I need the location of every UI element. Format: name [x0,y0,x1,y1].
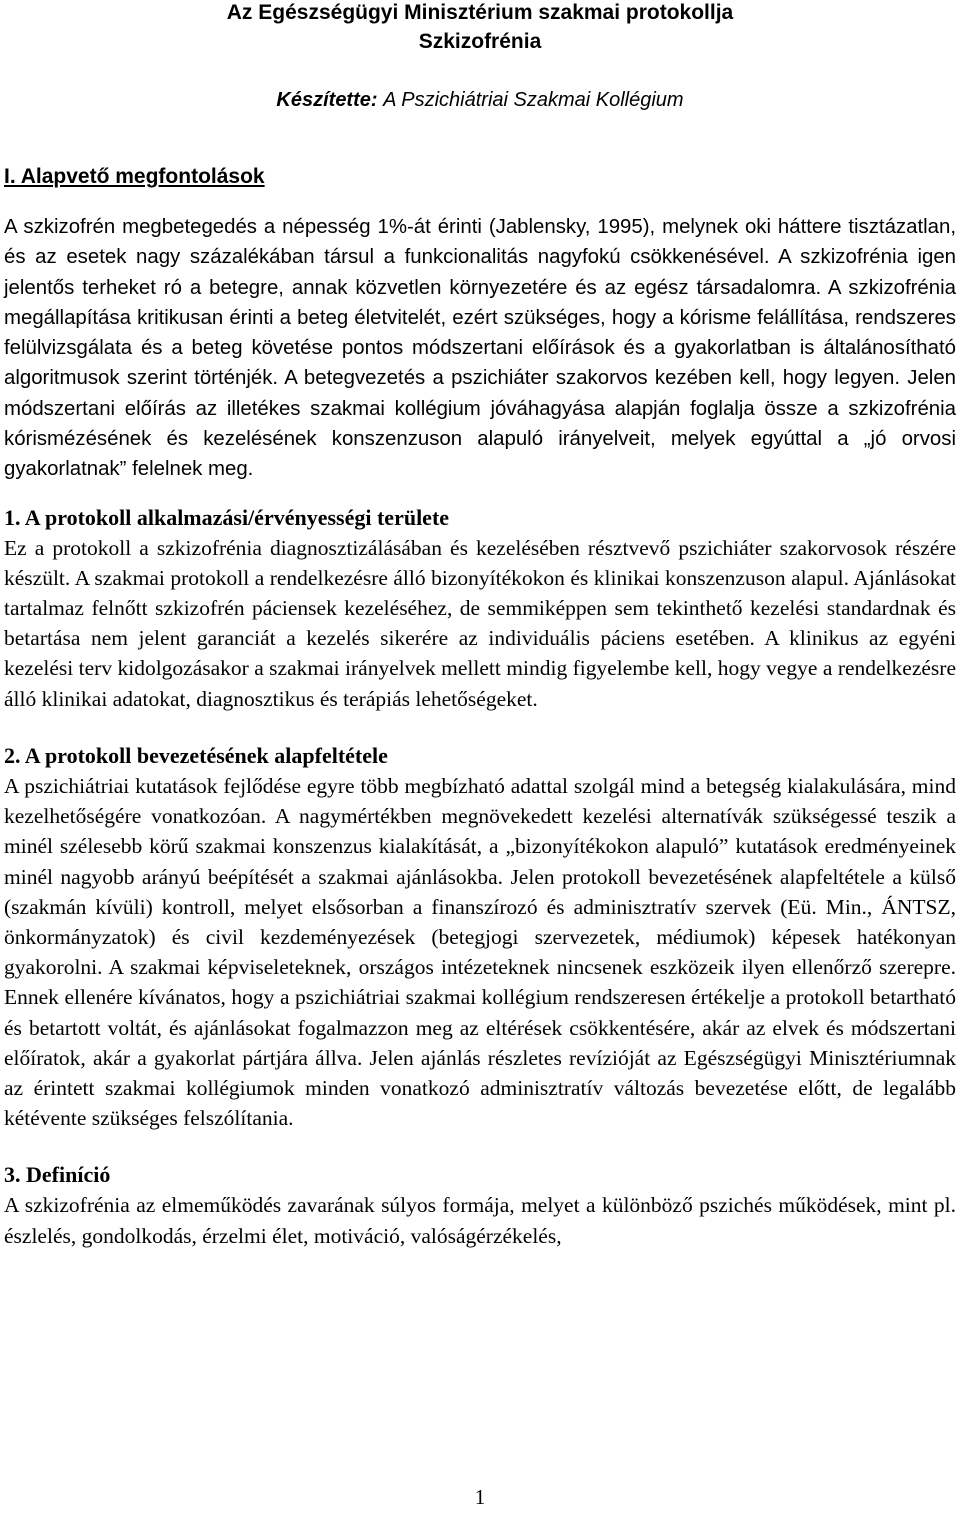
document-header [4,0,956,56]
author-organization: A Pszichiátriai Szakmai Kollégium [383,89,684,111]
section-body-intro: A szkizofrén megbetegedés a népesség 1%-át érinti (Jablensky, 1995), melynek oki háttere tisztázatlan, és az esetek nagy százalékában társul a funkcionalitás nagyfokú csökkenésével. A szkizofrénia igen jelentős terheket ró a betegre, annak közvetlen környezetére és az egész társadalomra. A szkizofrénia megállapítása kritikusan érinti a beteg életvitelét, ezért szükséges, hogy a kórisme felállítása, rendszeres felülvizsgálata és a beteg követése pontos módszertani előírások és a gyakorlatban is általánosítható algoritmusok szerint történjék. A betegvezetés a pszichiáter szakorvos kezében kell, hogy legyen. Jelen módszertani előírás az illetékes szakmai kollégium jóváhagyása alapján foglalja össze a szkizofrénia kórismézésének és kezelésének konszenzuson alapuló irányelveit, melyek egyúttal a „jó orvosi gyakorlatnak” felelnek meg. [4,216,956,481]
section-body-prerequisite: A pszichiátriai kutatások fejlődése egyre több megbízható adattal szolgál mind a betegség kialakulására, mind kezelhetőségére vonatkozóan. A nagymértékben megnövekedett kezelési alternatívák szükségessé teszik a minél szélesebb körű szakmai konszenzus kialakítását, a „bizonyítékokon alapuló” kutatások eredményeinek minél nagyobb arányú beépítését a szakmai ajánlásokba. Jelen protokoll bevezetésének alapfeltétele a külső (szakmán kívüli) kontroll, melyet elsősorban a finanszírozó és adminisztratív szervek (Eü. Min., ÁNTSZ, önkormányzatok) és civil kezdeményezések (betegjogi szervezetek, médiumok) képesek hatékonyan gyakorolni. A szakmai képviseleteknek, országos intézeteknek nincsenek eszközeik ilyen ellenőrző szerepre. Ennek ellenére kívánatos, hogy a pszichiátriai szakmai kollégium rendszeresen értékelje a protokoll betartható és betartott voltát, és ajánlásokat fogalmazzon meg az eltérések csökkentésére, akár az elvek és módszertani előíratok, akár a gyakorlat pártjára állva. Jelen ajánlás részletes revízióját az Egészségügyi Minisztériumnak az érintett szakmai kollégiumok minden vonatkozó adminisztratív változás bevezetése előtt, de legalább kétévente szükséges felszólítania. [4,773,956,1131]
section-heading-prerequisite: 2. A protokoll bevezetésének alapfeltétele [4,742,388,768]
author-line [4,86,956,115]
section-body-scope: Ez a protokoll a szkizofrénia diagnosztizálásában és kezelésében résztvevő pszichiáter szakorvosok részére készült. A szakmai protokoll a rendelkezésre álló bizonyítékokon és klinikai konszenzuson alapul. Ajánlásokat tartalmaz felnőtt szkizofrén páciensek kezeléséhez, de semmiképpen sem tekinthető kezelési standardnak és betartása nem jelent garanciát a kezelés sikerére az individuális páciens esetében. A klinikus az egyéni kezelési terv kidolgozásakor a szakmai irányelvek mellett mindig figyelembe kell, hogy vegye a rendelkezésre álló klinikai adatokat, diagnosztikus és terápiás lehetőségeket. [4,535,956,711]
section-heading-intro: I. Alapvető megfontolások [4,165,265,188]
section-heading-definition: 3. Definíció [4,1162,111,1188]
document-title: Az Egészségügyi Minisztérium szakmai protokollja [226,1,734,24]
section-body-definition: A szkizofrénia az elmeműködés zavarának súlyos formája, melyet a különböző pszichés működések, mint pl. észlelés, gondolkodás, érzelmi élet, motiváció, valóságérzékelés, [4,1193,956,1248]
page-number: 1 [474,1485,486,1509]
section-heading-scope: 1. A protokoll alkalmazási/érvényességi területe [4,504,450,530]
document-page [4,0,956,1251]
author-label: Készítette: [276,89,378,111]
document-subtitle: Szkizofrénia [418,30,542,53]
